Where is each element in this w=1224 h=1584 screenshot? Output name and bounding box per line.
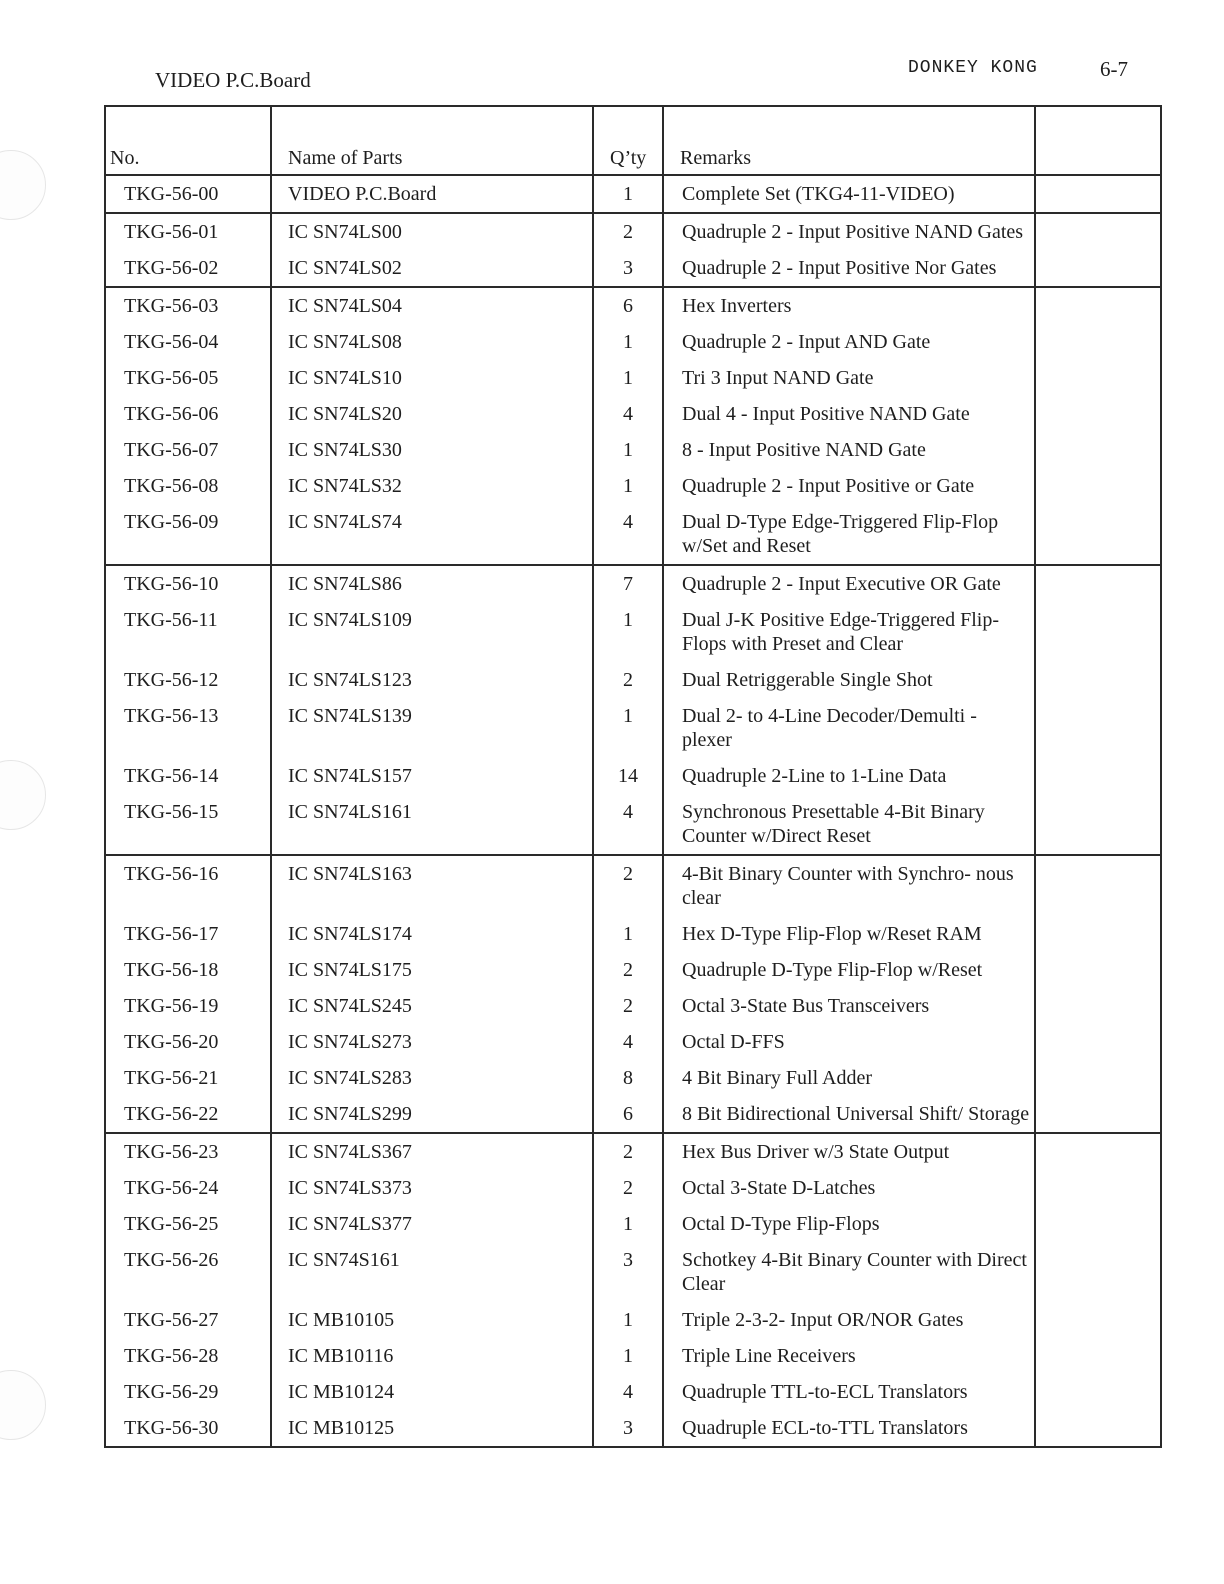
cell-part-number: TKG-56-27: [105, 1302, 271, 1338]
cell-part-number: TKG-56-01: [105, 213, 271, 250]
cell-remarks: Synchronous Presettable 4-Bit Binary Counter w/Direct Reset: [663, 794, 1035, 855]
cell-remarks: Octal D-FFS: [663, 1024, 1035, 1060]
cell-part-number: TKG-56-30: [105, 1410, 271, 1447]
cell-part-name: IC SN74LS283: [271, 1060, 593, 1096]
cell-quantity: 14: [593, 758, 663, 794]
table-row: [105, 794, 1161, 855]
cell-remarks: Hex Bus Driver w/3 State Output: [663, 1133, 1035, 1170]
cell-remarks: Octal 3-State D-Latches: [663, 1170, 1035, 1206]
cell-remarks: Triple 2-3-2- Input OR/NOR Gates: [663, 1302, 1035, 1338]
cell-part-name: IC SN74LS157: [271, 758, 593, 794]
cell-quantity: 7: [593, 565, 663, 602]
cell-part-number: TKG-56-13: [105, 698, 271, 758]
cell-part-number: TKG-56-17: [105, 916, 271, 952]
table-row: [105, 213, 1161, 250]
cell-part-number: TKG-56-03: [105, 287, 271, 324]
cell-part-name: IC MB10116: [271, 1338, 593, 1374]
cell-part-name: IC SN74LS109: [271, 602, 593, 662]
table-row: [105, 988, 1161, 1024]
cell-blank: [1035, 1206, 1161, 1242]
table-row: [105, 1060, 1161, 1096]
cell-blank: [1035, 916, 1161, 952]
table-row: [105, 565, 1161, 602]
cell-blank: [1035, 1096, 1161, 1133]
cell-quantity: 2: [593, 213, 663, 250]
cell-quantity: 2: [593, 988, 663, 1024]
cell-blank: [1035, 396, 1161, 432]
table-row: [105, 1096, 1161, 1133]
cell-remarks: Quadruple 2 - Input Positive or Gate: [663, 468, 1035, 504]
cell-remarks: Quadruple 2 - Input Positive Nor Gates: [663, 250, 1035, 287]
cell-blank: [1035, 1410, 1161, 1447]
binder-hole: [0, 150, 46, 220]
table-row: [105, 916, 1161, 952]
cell-part-number: TKG-56-28: [105, 1338, 271, 1374]
cell-part-number: TKG-56-16: [105, 855, 271, 916]
cell-blank: [1035, 1060, 1161, 1096]
cell-quantity: 1: [593, 1206, 663, 1242]
cell-quantity: 1: [593, 324, 663, 360]
cell-part-name: IC SN74LS161: [271, 794, 593, 855]
cell-remarks: Quadruple 2 - Input Positive NAND Gates: [663, 213, 1035, 250]
table-row: [105, 360, 1161, 396]
game-title: DONKEY KONG: [908, 58, 1038, 78]
cell-remarks: 8 - Input Positive NAND Gate: [663, 432, 1035, 468]
cell-remarks: Tri 3 Input NAND Gate: [663, 360, 1035, 396]
cell-part-number: TKG-56-22: [105, 1096, 271, 1133]
table-row: [105, 1024, 1161, 1060]
cell-part-name: IC SN74LS30: [271, 432, 593, 468]
cell-quantity: 1: [593, 602, 663, 662]
cell-blank: [1035, 468, 1161, 504]
board-title: VIDEO P.C.Board: [155, 68, 311, 92]
col-header-no: No.: [105, 106, 271, 175]
col-header-qty: Q’ty: [593, 106, 663, 175]
cell-blank: [1035, 602, 1161, 662]
table-row: [105, 250, 1161, 287]
cell-quantity: 2: [593, 662, 663, 698]
cell-part-number: TKG-56-26: [105, 1242, 271, 1302]
cell-remarks: 4-Bit Binary Counter with Synchro- nous clear: [663, 855, 1035, 916]
cell-quantity: 3: [593, 250, 663, 287]
table-row: [105, 324, 1161, 360]
cell-quantity: 2: [593, 952, 663, 988]
cell-blank: [1035, 988, 1161, 1024]
cell-part-name: IC SN74LS02: [271, 250, 593, 287]
table-row: [105, 698, 1161, 758]
cell-remarks: Hex Inverters: [663, 287, 1035, 324]
cell-part-number: TKG-56-14: [105, 758, 271, 794]
cell-part-number: TKG-56-00: [105, 175, 271, 213]
cell-remarks: Dual D-Type Edge-Triggered Flip-Flop w/Set and Reset: [663, 504, 1035, 565]
cell-remarks: 4 Bit Binary Full Adder: [663, 1060, 1035, 1096]
cell-blank: [1035, 565, 1161, 602]
cell-blank: [1035, 1338, 1161, 1374]
cell-blank: [1035, 1374, 1161, 1410]
cell-part-number: TKG-56-12: [105, 662, 271, 698]
cell-remarks: Quadruple 2-Line to 1-Line Data: [663, 758, 1035, 794]
cell-blank: [1035, 794, 1161, 855]
cell-quantity: 2: [593, 855, 663, 916]
cell-remarks: Hex D-Type Flip-Flop w/Reset RAM: [663, 916, 1035, 952]
cell-quantity: 4: [593, 1024, 663, 1060]
table-row: [105, 855, 1161, 916]
cell-part-number: TKG-56-06: [105, 396, 271, 432]
cell-part-name: VIDEO P.C.Board: [271, 175, 593, 213]
cell-blank: [1035, 698, 1161, 758]
cell-quantity: 3: [593, 1410, 663, 1447]
table-row: [105, 1170, 1161, 1206]
cell-quantity: 4: [593, 794, 663, 855]
cell-blank: [1035, 287, 1161, 324]
cell-part-name: IC SN74LS299: [271, 1096, 593, 1133]
cell-part-name: IC SN74LS123: [271, 662, 593, 698]
cell-remarks: Dual J-K Positive Edge-Triggered Flip-Flops with Preset and Clear: [663, 602, 1035, 662]
cell-quantity: 1: [593, 360, 663, 396]
cell-quantity: 1: [593, 468, 663, 504]
cell-part-number: TKG-56-18: [105, 952, 271, 988]
cell-quantity: 4: [593, 1374, 663, 1410]
table-row: [105, 602, 1161, 662]
cell-part-number: TKG-56-10: [105, 565, 271, 602]
cell-blank: [1035, 855, 1161, 916]
cell-part-number: TKG-56-29: [105, 1374, 271, 1410]
table-row: [105, 1242, 1161, 1302]
col-header-blank: [1035, 106, 1161, 175]
cell-part-name: IC SN74LS32: [271, 468, 593, 504]
cell-quantity: 2: [593, 1170, 663, 1206]
cell-blank: [1035, 504, 1161, 565]
cell-part-name: IC SN74LS174: [271, 916, 593, 952]
cell-quantity: 3: [593, 1242, 663, 1302]
binder-hole: [0, 760, 46, 830]
cell-part-name: IC MB10125: [271, 1410, 593, 1447]
table-row: [105, 1206, 1161, 1242]
cell-blank: [1035, 360, 1161, 396]
cell-remarks: Dual 4 - Input Positive NAND Gate: [663, 396, 1035, 432]
cell-part-number: TKG-56-21: [105, 1060, 271, 1096]
cell-quantity: 2: [593, 1133, 663, 1170]
cell-blank: [1035, 213, 1161, 250]
cell-remarks: Quadruple 2 - Input AND Gate: [663, 324, 1035, 360]
cell-blank: [1035, 1302, 1161, 1338]
cell-part-number: TKG-56-11: [105, 602, 271, 662]
cell-part-name: IC SN74LS175: [271, 952, 593, 988]
cell-remarks: Dual 2- to 4-Line Decoder/Demulti - plexer: [663, 698, 1035, 758]
cell-quantity: 4: [593, 396, 663, 432]
cell-part-name: IC SN74LS08: [271, 324, 593, 360]
cell-quantity: 4: [593, 504, 663, 565]
cell-quantity: 1: [593, 432, 663, 468]
table-row: [105, 662, 1161, 698]
cell-remarks: Schotkey 4-Bit Binary Counter with Direct Clear: [663, 1242, 1035, 1302]
table-row: [105, 468, 1161, 504]
cell-blank: [1035, 1170, 1161, 1206]
cell-part-number: TKG-56-09: [105, 504, 271, 565]
table-row: [105, 1133, 1161, 1170]
cell-quantity: 1: [593, 175, 663, 213]
cell-remarks: Quadruple 2 - Input Executive OR Gate: [663, 565, 1035, 602]
cell-part-number: TKG-56-07: [105, 432, 271, 468]
table-row: [105, 504, 1161, 565]
cell-blank: [1035, 324, 1161, 360]
col-header-name: Name of Parts: [271, 106, 593, 175]
cell-part-name: IC SN74LS74: [271, 504, 593, 565]
table-row: [105, 952, 1161, 988]
cell-part-name: IC MB10124: [271, 1374, 593, 1410]
table-body: [105, 175, 1161, 1447]
table-header-row: [105, 106, 1161, 175]
cell-blank: [1035, 1024, 1161, 1060]
table-row: [105, 1410, 1161, 1447]
cell-blank: [1035, 1242, 1161, 1302]
table-row: [105, 432, 1161, 468]
col-header-remarks: Remarks: [663, 106, 1035, 175]
cell-remarks: 8 Bit Bidirectional Universal Shift/ Storage: [663, 1096, 1035, 1133]
cell-quantity: 6: [593, 287, 663, 324]
cell-part-name: IC SN74LS273: [271, 1024, 593, 1060]
cell-part-number: TKG-56-25: [105, 1206, 271, 1242]
table-row: [105, 396, 1161, 432]
cell-part-name: IC MB10105: [271, 1302, 593, 1338]
binder-hole: [0, 1370, 46, 1440]
cell-part-name: IC SN74LS20: [271, 396, 593, 432]
cell-blank: [1035, 175, 1161, 213]
cell-quantity: 6: [593, 1096, 663, 1133]
cell-quantity: 1: [593, 916, 663, 952]
cell-quantity: 8: [593, 1060, 663, 1096]
page-number: 6-7: [1100, 57, 1128, 81]
table-row: [105, 175, 1161, 213]
cell-part-number: TKG-56-05: [105, 360, 271, 396]
cell-remarks: Quadruple D-Type Flip-Flop w/Reset: [663, 952, 1035, 988]
cell-part-name: IC SN74LS86: [271, 565, 593, 602]
cell-quantity: 1: [593, 698, 663, 758]
cell-blank: [1035, 758, 1161, 794]
cell-part-name: IC SN74S161: [271, 1242, 593, 1302]
cell-part-name: IC SN74LS373: [271, 1170, 593, 1206]
cell-part-number: TKG-56-24: [105, 1170, 271, 1206]
table-row: [105, 1374, 1161, 1410]
cell-blank: [1035, 250, 1161, 287]
cell-remarks: Quadruple ECL-to-TTL Translators: [663, 1410, 1035, 1447]
cell-part-number: TKG-56-02: [105, 250, 271, 287]
cell-part-name: IC SN74LS367: [271, 1133, 593, 1170]
cell-blank: [1035, 952, 1161, 988]
cell-part-name: IC SN74LS10: [271, 360, 593, 396]
cell-remarks: Dual Retriggerable Single Shot: [663, 662, 1035, 698]
cell-part-number: TKG-56-20: [105, 1024, 271, 1060]
cell-blank: [1035, 432, 1161, 468]
cell-part-number: TKG-56-08: [105, 468, 271, 504]
parts-table: [104, 105, 1162, 1448]
cell-part-name: IC SN74LS139: [271, 698, 593, 758]
cell-remarks: Octal D-Type Flip-Flops: [663, 1206, 1035, 1242]
table-row: [105, 287, 1161, 324]
cell-part-number: TKG-56-04: [105, 324, 271, 360]
cell-quantity: 1: [593, 1302, 663, 1338]
table-row: [105, 1302, 1161, 1338]
cell-part-number: TKG-56-23: [105, 1133, 271, 1170]
table-row: [105, 1338, 1161, 1374]
cell-part-name: IC SN74LS377: [271, 1206, 593, 1242]
cell-quantity: 1: [593, 1338, 663, 1374]
cell-part-name: IC SN74LS04: [271, 287, 593, 324]
cell-remarks: Triple Line Receivers: [663, 1338, 1035, 1374]
cell-remarks: Octal 3-State Bus Transceivers: [663, 988, 1035, 1024]
cell-part-name: IC SN74LS245: [271, 988, 593, 1024]
cell-remarks: Quadruple TTL-to-ECL Translators: [663, 1374, 1035, 1410]
cell-part-number: TKG-56-15: [105, 794, 271, 855]
cell-part-name: IC SN74LS00: [271, 213, 593, 250]
table-row: [105, 758, 1161, 794]
cell-blank: [1035, 662, 1161, 698]
cell-part-number: TKG-56-19: [105, 988, 271, 1024]
cell-remarks: Complete Set (TKG4-11-VIDEO): [663, 175, 1035, 213]
cell-part-name: IC SN74LS163: [271, 855, 593, 916]
cell-blank: [1035, 1133, 1161, 1170]
